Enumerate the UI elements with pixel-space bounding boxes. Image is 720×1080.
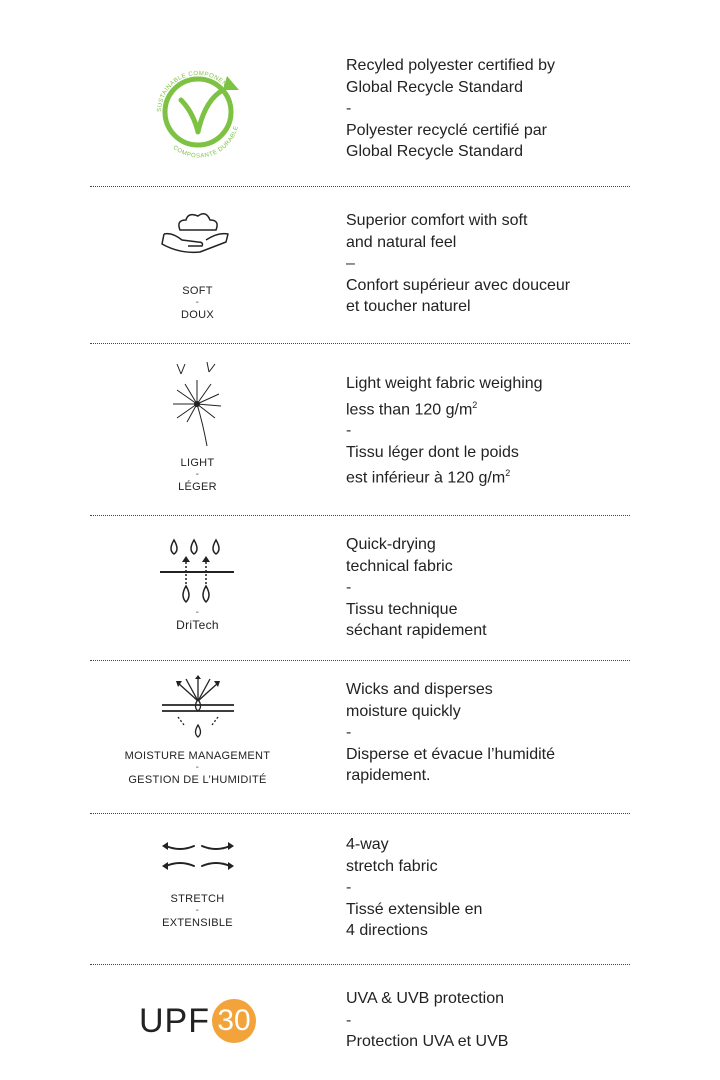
superscript: 2 <box>505 468 511 479</box>
feature-upf <box>0 967 720 1077</box>
caption-en: SOFT <box>182 285 213 297</box>
description-en-line: Quick-drying <box>346 536 436 553</box>
section-divider <box>90 343 630 344</box>
hand-cloud-icon <box>158 208 238 258</box>
feature-description <box>346 834 646 942</box>
description-en-line: Superior comfort with soft <box>346 212 528 229</box>
dandelion-icon <box>163 360 233 450</box>
description-fr-line: Tissé extensible en <box>346 900 483 918</box>
description-fr-line: et toucher naturel <box>346 298 471 315</box>
section-divider <box>90 515 630 516</box>
upf-value: 30 <box>217 1004 251 1037</box>
description-fr-line: Tissu léger dont le poids <box>346 443 519 461</box>
badge-ring-text-top: SUSTAINABLE COMPONENT <box>156 70 231 113</box>
water-drops-icon <box>158 536 238 606</box>
description-fr-line: est inférieur à 120 g/m <box>346 469 506 487</box>
caption-separator: - <box>195 469 200 480</box>
caption-fr: DOUX <box>181 309 214 321</box>
caption-fr: LÉGER <box>178 481 217 493</box>
description-en-line: moisture quickly <box>346 702 461 720</box>
section-divider <box>90 964 630 965</box>
description-fr-line: rapidement. <box>346 767 431 784</box>
feature-stretch <box>0 816 720 962</box>
caption-separator: - <box>195 905 200 916</box>
description-en-line: stretch fabric <box>346 857 438 875</box>
description-separator: - <box>346 579 352 596</box>
caption-separator: - <box>195 607 200 618</box>
description-en-line: 4-way <box>346 836 389 853</box>
superscript: 2 <box>472 399 478 410</box>
section-divider <box>90 660 630 661</box>
moisture-wicking-icon <box>158 675 238 745</box>
caption-fr: DriTech <box>176 618 219 632</box>
description-separator: – <box>346 255 355 272</box>
feature-light <box>0 346 720 511</box>
description-en-line: less than 120 g/m <box>346 400 473 418</box>
stretch-arrows-icon <box>158 838 238 874</box>
badge-ring-text-bottom: COMPOSANTE DURABLE <box>171 125 240 160</box>
upf-label: UPF <box>139 1001 210 1040</box>
feature-description <box>346 55 646 163</box>
feature-dritech <box>0 518 720 658</box>
description-en-line: UVA & UVB protection <box>346 990 504 1007</box>
caption-separator: - <box>195 297 200 308</box>
section-divider <box>90 186 630 187</box>
description-fr-line: Confort supérieur avec douceur <box>346 276 571 294</box>
description-en-line: Wicks and disperses <box>346 681 493 698</box>
caption-fr: GESTION DE L’HUMIDITÉ <box>128 774 267 786</box>
description-separator: - <box>346 724 352 741</box>
upf-badge-icon <box>139 999 256 1043</box>
description-fr-line: Disperse et évacue l’humidité <box>346 745 555 763</box>
feature-description <box>346 988 646 1053</box>
section-divider <box>90 813 630 814</box>
caption-separator: - <box>195 762 200 773</box>
description-fr-line: Global Recycle Standard <box>346 143 523 160</box>
description-separator: - <box>346 1011 352 1029</box>
description-fr-line: Tissu technique <box>346 600 458 618</box>
caption-en: STRETCH <box>170 893 225 905</box>
description-en-line: and natural feel <box>346 233 457 251</box>
description-fr-line: séchant rapidement <box>346 622 487 639</box>
description-fr-line: Polyester recyclé certifié par <box>346 121 547 139</box>
feature-recycled <box>0 40 720 180</box>
feature-description <box>346 679 646 787</box>
description-separator: - <box>346 100 352 117</box>
feature-description <box>346 373 646 489</box>
caption-en: MOISTURE MANAGEMENT <box>124 750 271 762</box>
feature-soft <box>0 190 720 340</box>
feature-description <box>346 210 646 318</box>
recycle-checkmark-icon <box>143 60 253 160</box>
description-separator: - <box>346 422 352 440</box>
upf-value-badge <box>212 999 256 1043</box>
description-fr-line: 4 directions <box>346 922 428 939</box>
description-separator: - <box>346 879 352 896</box>
feature-moisture <box>0 663 720 811</box>
caption-en: LIGHT <box>180 457 215 469</box>
description-en-line: technical fabric <box>346 557 453 575</box>
description-en-line: Global Recycle Standard <box>346 78 523 96</box>
description-fr-line: Protection UVA et UVB <box>346 1033 509 1050</box>
caption-fr: EXTENSIBLE <box>162 917 233 929</box>
description-en-line: Light weight fabric weighing <box>346 375 543 392</box>
description-en-line: Recyled polyester certified by <box>346 57 555 74</box>
feature-description <box>346 534 646 642</box>
